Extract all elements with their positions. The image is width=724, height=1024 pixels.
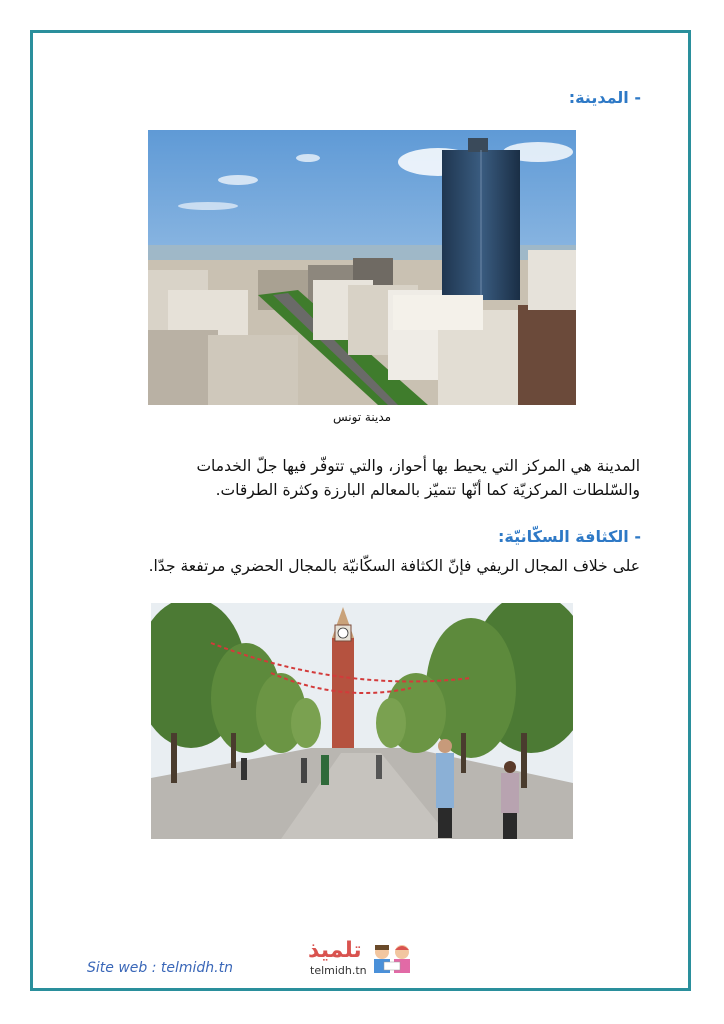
telmidh-logo xyxy=(306,938,418,978)
kids-reading-icon xyxy=(370,942,414,976)
paragraph-population-density xyxy=(80,554,640,578)
photo-clock-tower-avenue xyxy=(151,603,573,839)
section-heading-city: - المدينة: xyxy=(568,88,641,107)
paragraph-line: المدينة هي المركز التي يحيط بها أحواز، والتي تتوفّر فيها جلّ الخدمات xyxy=(196,457,640,475)
paragraph-city-definition xyxy=(140,454,640,502)
paragraph-line: على خلاف المجال الريفي فإنّ الكثافة السكّانيّة بالمجال الحضري مرتفعة جدّا. xyxy=(148,557,640,575)
paragraph-line: والسّلطات المركزيّة كما أنّها تتميّز بالمعالم البارزة وكثرة الطرقات. xyxy=(215,481,640,499)
site-label: Site web : telmidh.tn xyxy=(87,960,233,976)
logo-text-en: telmidh.tn xyxy=(310,964,367,977)
photo-caption: مدينة تونس xyxy=(332,410,392,424)
logo-text-ar: تلميذ xyxy=(308,938,362,963)
section-heading-population-density: - الكثافة السكّانيّة: xyxy=(497,527,641,546)
photo-tunis-city xyxy=(148,130,576,405)
